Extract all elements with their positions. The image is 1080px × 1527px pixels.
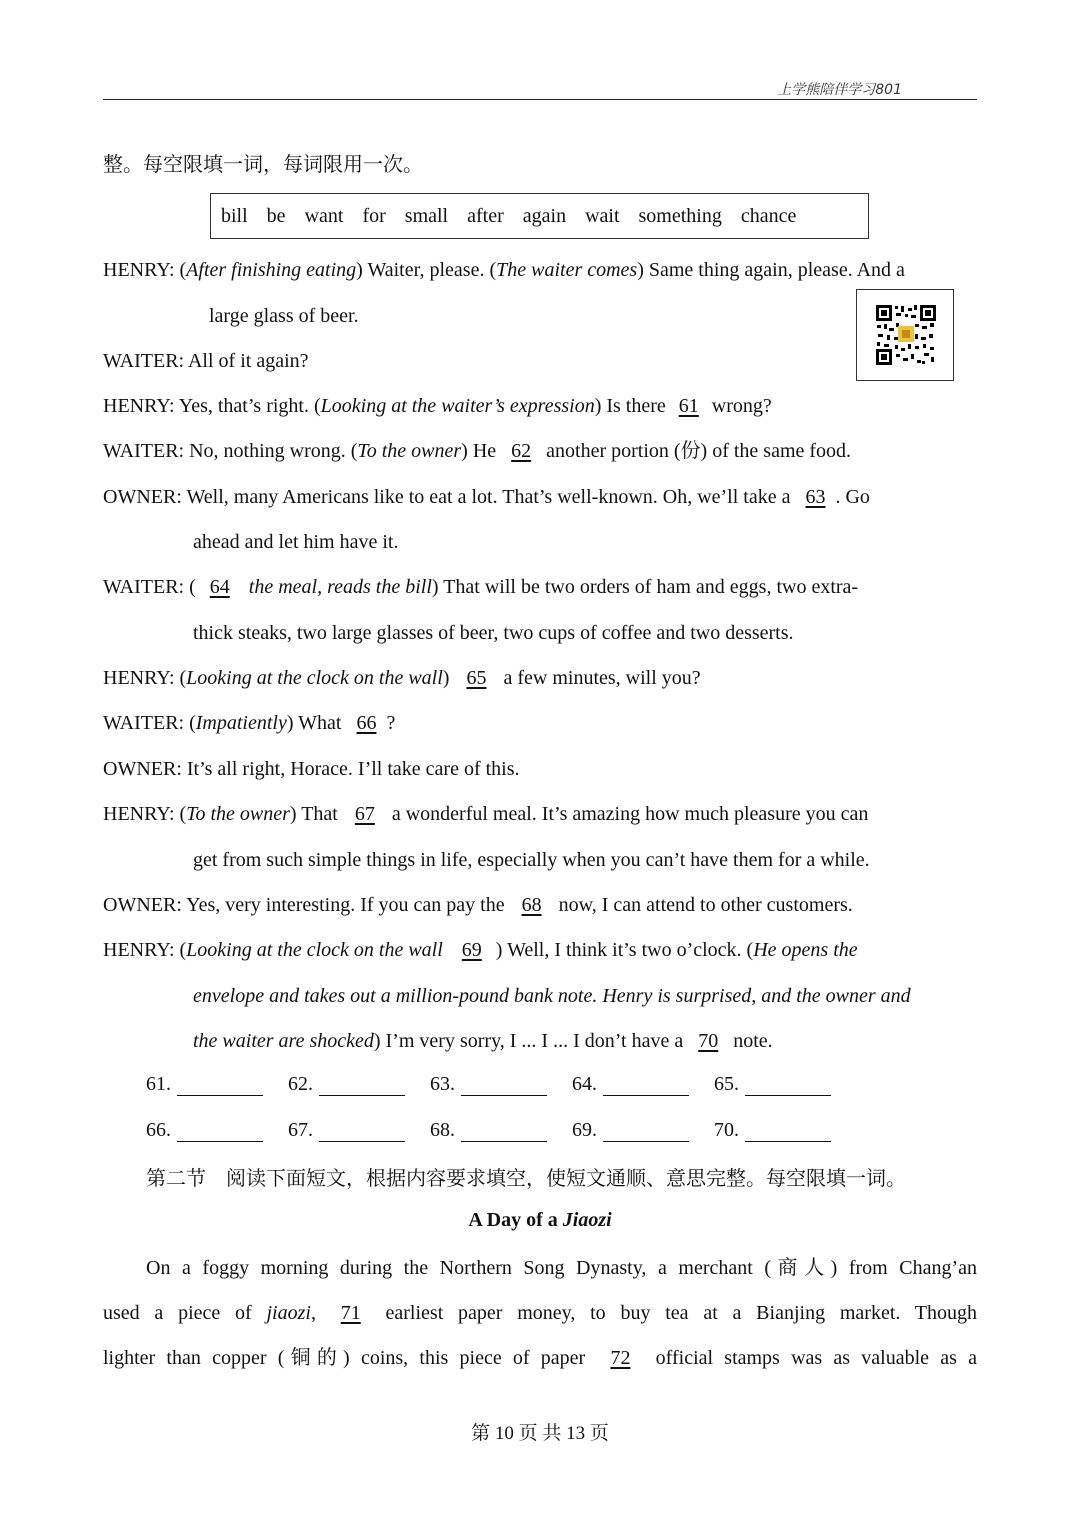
dialogue-line-5: WAITER: No, nothing wrong. (To the owner) He 62 another portion (份) of the same food.: [103, 440, 852, 462]
blank-63[interactable]: 63: [805, 486, 826, 508]
qr-code-icon: [875, 304, 937, 366]
blank-69[interactable]: 69: [461, 939, 482, 961]
answer-blank[interactable]: [603, 1121, 689, 1142]
dialogue-line-18: the waiter are shocked) I’m very sorry, I ... I ... I don’t have a 70 note.: [193, 1030, 773, 1052]
answer-number: 61.: [146, 1073, 171, 1095]
dialogue-line-17: envelope and takes out a million-pound bank note. Henry is surprised, and the owner and: [193, 985, 911, 1007]
answer-row-1: [146, 1073, 856, 1096]
dialogue-line-13: HENRY: (To the owner) That 67 a wonderful meal. It’s amazing how much pleasure you can: [103, 803, 869, 825]
dialogue-line-1: HENRY: (After finishing eating) Waiter, please. (The waiter comes) Same thing again, please. And a: [103, 259, 905, 281]
word-bank-item: for: [362, 204, 386, 227]
answer-blank[interactable]: [745, 1075, 831, 1096]
dialogue-line-9: thick steaks, two large glasses of beer, two cups of coffee and two desserts.: [193, 622, 794, 644]
passage-line-2: used a piece of jiaozi, 71 earliest paper money, to buy tea at a Bianjing market. Though: [103, 1302, 978, 1324]
answer-blank[interactable]: [177, 1121, 263, 1142]
dialogue-line-4: HENRY: Yes, that’s right. (Looking at the waiter’s expression) Is there 61 wrong?: [103, 395, 772, 417]
answer-number: 66.: [146, 1119, 171, 1141]
word-bank-item: again: [522, 204, 567, 227]
dialogue-line-16: HENRY: (Looking at the clock on the wall 69 ) Well, I think it’s two o’clock. (He opens the: [103, 939, 858, 961]
answer-slot: [288, 1119, 430, 1142]
answer-number: 68.: [430, 1119, 455, 1141]
answer-number: 64.: [572, 1073, 597, 1095]
answer-number: 62.: [288, 1073, 313, 1095]
blank-71[interactable]: 71: [340, 1302, 361, 1324]
answer-blank[interactable]: [319, 1121, 405, 1142]
section-2-heading: 第二节 阅读下面短文，根据内容要求填空，使短文通顺、意思完整。每空限填一词。: [146, 1166, 906, 1190]
answer-number: 65.: [714, 1073, 739, 1095]
answer-slot: [146, 1073, 288, 1096]
answer-number: 67.: [288, 1119, 313, 1141]
passage-line-1: On a foggy morning during the Northern Song Dynasty, a merchant (商人) from Chang’an: [146, 1257, 977, 1279]
dialogue-line-10: HENRY: (Looking at the clock on the wall) 65 a few minutes, will you?: [103, 667, 701, 689]
word-bank: [210, 193, 869, 239]
blank-68[interactable]: 68: [521, 894, 542, 916]
word-bank-item: be: [266, 204, 286, 227]
answer-slot: [146, 1119, 288, 1142]
instructions-text: 整。每空限填一词，每词限用一次。: [103, 152, 423, 176]
word-bank-item: small: [404, 204, 449, 227]
dialogue-line-7: ahead and let him have it.: [193, 531, 399, 553]
answer-number: 69.: [572, 1119, 597, 1141]
answer-blank[interactable]: [603, 1075, 689, 1096]
answer-slot: [714, 1119, 856, 1142]
dialogue-line-3: WAITER: All of it again?: [103, 350, 309, 372]
answer-slot: [430, 1073, 572, 1096]
passage-title: A Day of a Jiaozi: [468, 1209, 612, 1231]
answer-row-2: [146, 1119, 856, 1142]
page-footer: 第 10 页 共 13 页: [471, 1423, 609, 1444]
header-rule: [103, 99, 977, 100]
blank-64[interactable]: 64: [209, 576, 230, 598]
dialogue-line-15: OWNER: Yes, very interesting. If you can pay the 68 now, I can attend to other customers.: [103, 894, 853, 916]
word-bank-item: wait: [585, 204, 620, 227]
answer-number: 70.: [714, 1119, 739, 1141]
blank-65[interactable]: 65: [466, 667, 487, 689]
blank-66[interactable]: 66: [356, 712, 377, 734]
header-text: 上学熊陪伴学习801: [777, 82, 902, 98]
blank-61[interactable]: 61: [678, 395, 699, 417]
answer-blank[interactable]: [461, 1075, 547, 1096]
answer-blank[interactable]: [177, 1075, 263, 1096]
blank-70[interactable]: 70: [698, 1030, 719, 1052]
answer-blank[interactable]: [319, 1075, 405, 1096]
answer-blank[interactable]: [745, 1121, 831, 1142]
dialogue-line-8: WAITER: ( 64 the meal, reads the bill) That will be two orders of ham and eggs, two extra-: [103, 576, 859, 598]
dialogue-line-14: get from such simple things in life, especially when you can’t have them for a while.: [193, 849, 870, 871]
answer-slot: [572, 1073, 714, 1096]
word-bank-item: something: [638, 204, 722, 227]
answer-slot: [572, 1119, 714, 1142]
answer-slot: [430, 1119, 572, 1142]
qr-code-image: [856, 289, 954, 381]
word-bank-item: bill: [221, 204, 248, 227]
answer-blank[interactable]: [461, 1121, 547, 1142]
dialogue-line-11: WAITER: (Impatiently) What 66 ?: [103, 712, 396, 734]
word-bank-item: after: [467, 204, 504, 227]
blank-72[interactable]: 72: [610, 1347, 631, 1369]
dialogue-line-6: OWNER: Well, many Americans like to eat a lot. That’s well-known. Oh, we’ll take a 63 . Go: [103, 486, 870, 508]
answer-slot: [288, 1073, 430, 1096]
passage-line-3: lighter than copper (铜的) coins, this piece of paper 72 official stamps was as valuable as a: [103, 1347, 978, 1369]
blank-62[interactable]: 62: [511, 440, 532, 462]
blank-67[interactable]: 67: [354, 803, 375, 825]
dialogue-line-2: large glass of beer.: [209, 305, 359, 327]
dialogue-line-12: OWNER: It’s all right, Horace. I’ll take care of this.: [103, 758, 520, 780]
answer-number: 63.: [430, 1073, 455, 1095]
word-bank-item: chance: [740, 204, 797, 227]
word-bank-item: want: [304, 204, 344, 227]
answer-slot: [714, 1073, 856, 1096]
